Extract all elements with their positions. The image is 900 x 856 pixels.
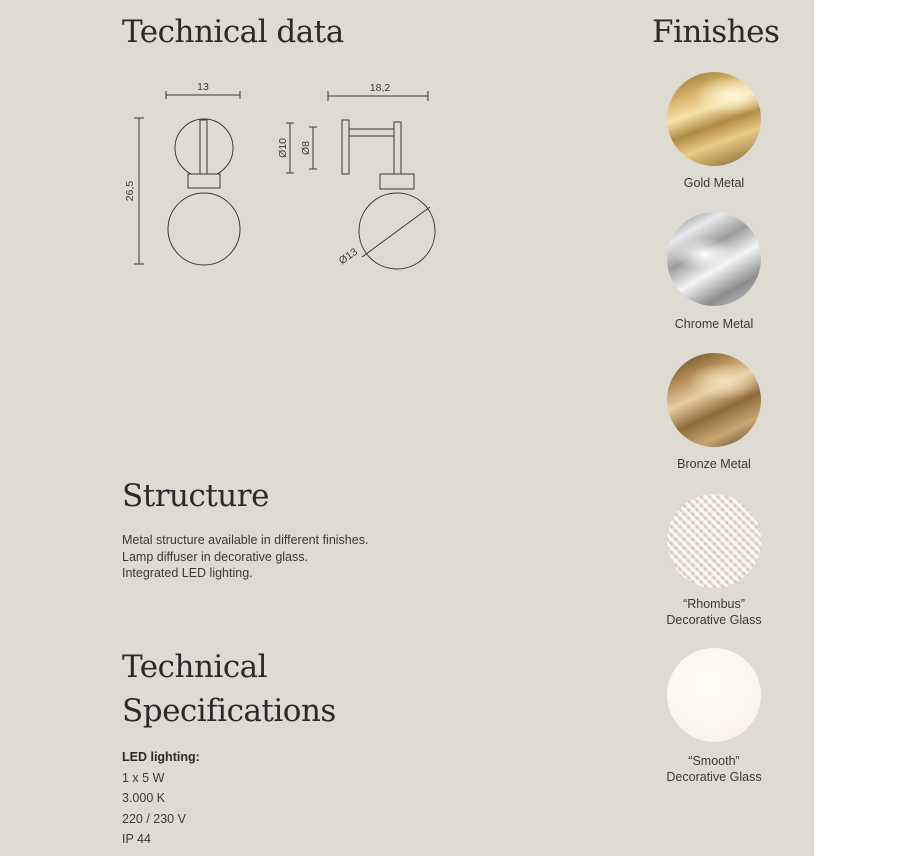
technical-data-title: Technical data [122, 14, 344, 50]
structure-line: Integrated LED lighting. [122, 566, 253, 580]
base-outer-label: Ø10 [277, 138, 289, 158]
specifications-title-line1: Technical [122, 649, 268, 685]
smooth-glass-label: “Smooth” Decorative Glass [666, 754, 762, 784]
gold-metal-label: Gold Metal [683, 176, 745, 190]
technical-drawing [110, 70, 450, 280]
side-width-label: 18,2 [369, 82, 391, 94]
side-wallplate [342, 120, 349, 174]
front-width-label: 13 [197, 81, 209, 93]
smooth-glass-swatch [667, 648, 761, 742]
spec-item: 3.000 K [122, 791, 166, 805]
structure-description [122, 532, 368, 582]
front-globe [168, 193, 240, 265]
base-inner-label: Ø8 [300, 140, 312, 156]
structure-line: Metal structure available in different finishes. [122, 533, 369, 547]
structure-line: Lamp diffuser in decorative glass. [122, 549, 308, 564]
spec-item: IP 44 [122, 832, 151, 846]
chrome-metal-label: Chrome Metal [674, 317, 754, 331]
structure-title: Structure [122, 478, 269, 514]
spec-item: 1 x 5 W [122, 770, 165, 785]
bronze-metal-swatch [667, 353, 761, 447]
gold-metal-swatch [667, 72, 761, 166]
spec-list [122, 747, 200, 850]
globe-diameter-label: Ø13 [336, 245, 360, 268]
specifications-title-line2: Specifications [122, 693, 336, 729]
rhombus-glass-swatch [667, 494, 761, 588]
rhombus-glass-label: “Rhombus” Decorative Glass [666, 597, 762, 627]
spec-item: 220 / 230 V [122, 811, 186, 826]
finishes-title: Finishes [652, 14, 780, 50]
side-arm [349, 129, 395, 136]
bronze-metal-label: Bronze Metal [677, 457, 751, 471]
height-label: 26,5 [124, 180, 136, 202]
globe-diameter-line [362, 207, 430, 257]
chrome-metal-swatch [667, 212, 761, 306]
spec-heading: LED lighting: [122, 750, 200, 764]
specifications-title [122, 645, 336, 733]
